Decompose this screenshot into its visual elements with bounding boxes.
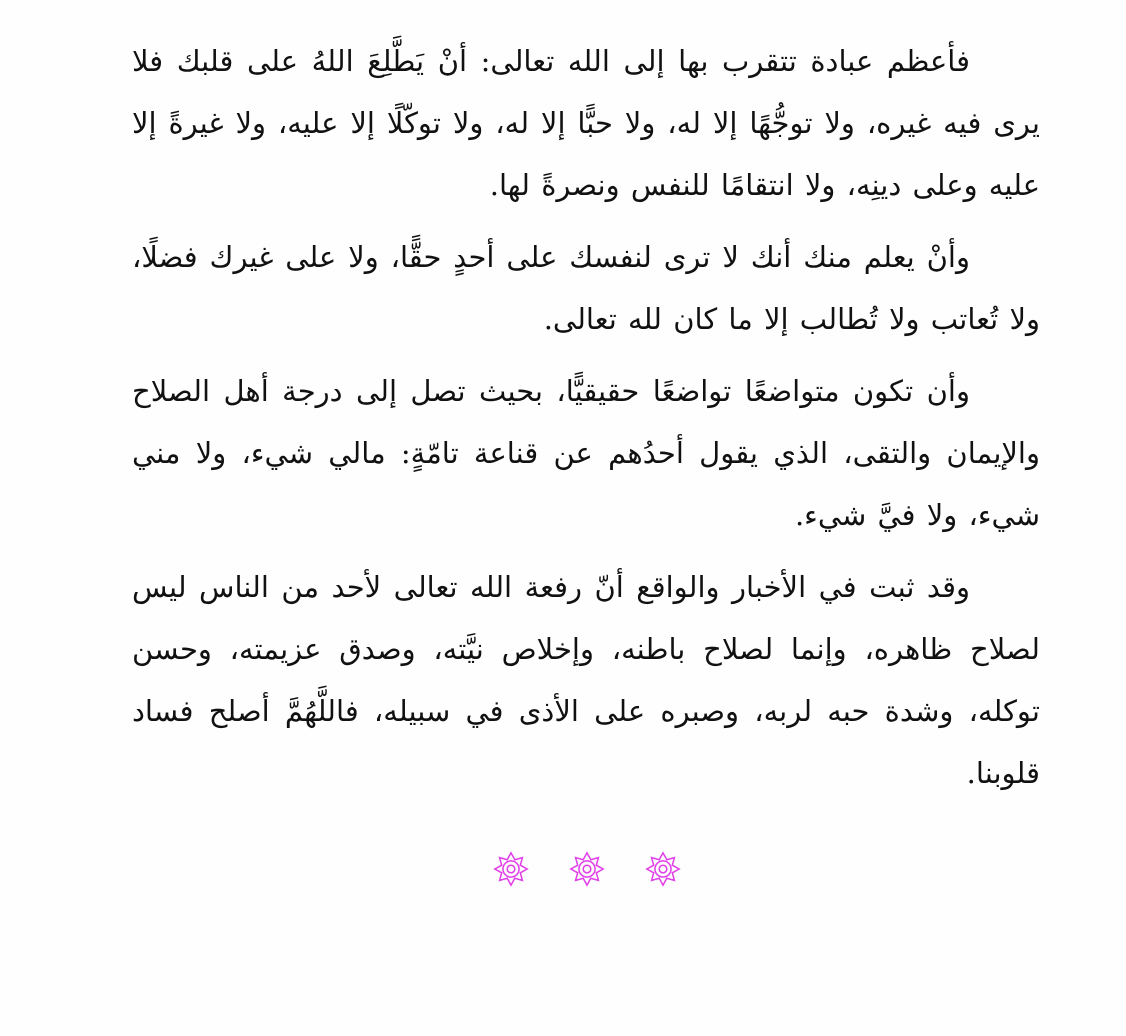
paragraph-4: وقد ثبت في الأخبار والواقع أنّ رفعة الله تعالى لأحد من الناس ليس لصلاح ظاهره، وإنما لصلاح باطنه، وإخلاص نيَّته، وصدق عزيمته، وحسن توكله، وشدة حبه لربه، وصبره على الأذى في سبيله، فاللَّهُمَّ أصلح فساد قلوبنا. (132, 570, 1040, 790)
flower-ornament-icon (644, 850, 682, 888)
paragraph-1: فأعظم عبادة تتقرب بها إلى الله تعالى: أنْ يَطَّلِعَ اللهُ على قلبك فلا يرى فيه غيره، ولا توجُّهًا إلا له، ولا حبًّا إلا له، ولا توكّلًا إلا عليه، ولا غيرةً إلا عليه وعلى دينِه، ولا انتقامًا للنفس ونصرةً لها. (132, 44, 1040, 202)
paragraph-2: وأنْ يعلم منك أنك لا ترى لنفسك على أحدٍ حقًّا، ولا على غيرك فضلًا، ولا تُعاتب ولا تُطالب إلا ما كان لله تعالى. (132, 240, 1040, 336)
paragraph-3: وأن تكون متواضعًا تواضعًا حقيقيًّا، بحيث تصل إلى درجة أهل الصلاح والإيمان والتقى، الذي يقول أحدُهم عن قناعة تامّةٍ: مالي شيء، ولا مني شيء، ولا فيَّ شيء. (132, 374, 1040, 532)
flower-ornament-icon (568, 850, 606, 888)
section-divider (492, 848, 682, 890)
document-body (132, 30, 1040, 814)
flower-ornament-icon (492, 850, 530, 888)
